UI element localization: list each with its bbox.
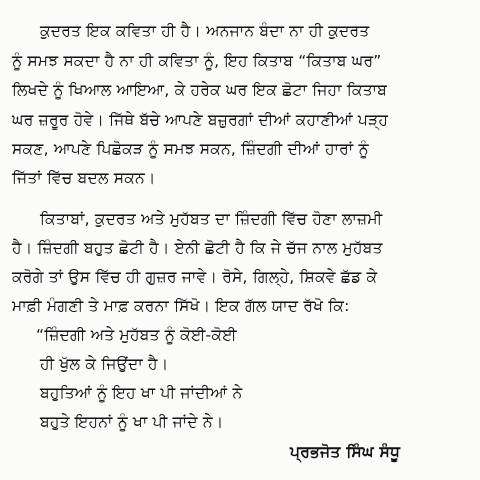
paragraph-2-line-3: ਕਰੋਗੇ ਤਾਂ ਉਸ ਵਿੱਚ ਹੀ ਗੁਜ਼ਰ ਜਾਵੇ। ਰੋਸੇ, ਗਿਲ੍ਹੇ, ਸ਼ਿਕਵੇ ਛੱਡ ਕੇ — [12, 268, 378, 286]
paragraph-1-line-2: ਨੂੰ ਸਮਝ ਸਕਦਾ ਹੈ ਨਾ ਹੀ ਕਵਿਤਾ ਨੂੰ, ਇਹ ਕਿਤਾਬ “ਕਿਤਾਬ ਘਰ” — [12, 52, 382, 70]
paragraph-2-line-1: ਕਿਤਾਬਾਂ, ਕੁਦਰਤ ਅਤੇ ਮੁਹੱਬਤ ਦਾ ਜ਼ਿੰਦਗੀ ਵਿੱਚ ਹੋਣਾ ਲਾਜ਼ਮੀ — [40, 210, 383, 228]
paragraph-2-line-4: ਮਾਫ਼ੀ ਮੰਗਣੀ ਤੇ ਮਾਫ਼ ਕਰਨਾ ਸਿੱਖੋ। ਇਕ ਗੱਲ ਯਾਦ ਰੱਖੋ ਕਿ: — [12, 297, 350, 315]
quote-line-2: ਹੀ ਖੁੱਲ ਕੇ ਜਿਉਂਦਾ ਹੈ। — [40, 355, 169, 373]
paragraph-1-line-5: ਸਕਣ, ਆਪਣੇ ਪਿਛੋਕੜ ਨੂੰ ਸਮਝ ਸਕਨ, ਜ਼ਿੰਦਗੀ ਦੀਆਂ ਹਾਰਾਂ ਨੂੰ — [12, 140, 369, 158]
paragraph-1-line-1: ਕੁਦਰਤ ਇਕ ਕਵਿਤਾ ਹੀ ਹੈ। ਅਨਜਾਨ ਬੰਦਾ ਨਾ ਹੀ ਕੁਦਰਤ — [40, 22, 370, 40]
paragraph-1-line-3: ਲਿਖਦੇ ਨੂੰ ਖਿਆਲ ਆਇਆ, ਕੇ ਹਰੇਕ ਘਰ ਇਕ ਛੋਟਾ ਜਿਹਾ ਕਿਤਾਬ — [12, 81, 388, 99]
author-signature: ਪ੍ਰਭਜੋਤ ਸਿੰਘ ਸੰਧੂ — [290, 443, 401, 461]
paragraph-2-line-2: ਹੈ। ਜ਼ਿੰਦਗੀ ਬਹੁਤ ਛੋਟੀ ਹੈ। ਏਨੀ ਛੋਟੀ ਹੈ ਕਿ ਜੇ ਚੱਜ ਨਾਲ ਮੁਹੱਬਤ — [12, 239, 383, 257]
quote-line-3: ਬਹੁਤਿਆਂ ਨੂੰ ਇਹ ਖਾ ਪੀ ਜਾਂਦੀਆਂ ਨੇ — [40, 384, 243, 402]
quote-line-4: ਬਹੁਤੇ ਇਹਨਾਂ ਨੂੰ ਖਾ ਪੀ ਜਾਂਦੇ ਨੇ। — [40, 413, 224, 431]
paragraph-1-line-6: ਜਿੱਤਾਂ ਵਿੱਚ ਬਦਲ ਸਕਨ। — [12, 169, 156, 187]
quote-line-1: “ਜ਼ਿੰਦਗੀ ਅਤੇ ਮੁਹੱਬਤ ਨੂੰ ਕੋਈ-ਕੋਈ — [36, 326, 237, 344]
paragraph-1-line-4: ਘਰ ਜ਼ਰੂਰ ਹੋਵੇ। ਜਿੱਥੇ ਬੱਚੇ ਆਪਣੇ ਬਜ਼ੁਰਗਾਂ ਦੀਆਂ ਕਹਾਣੀਆਂ ਪੜ੍ਹ — [12, 111, 389, 129]
